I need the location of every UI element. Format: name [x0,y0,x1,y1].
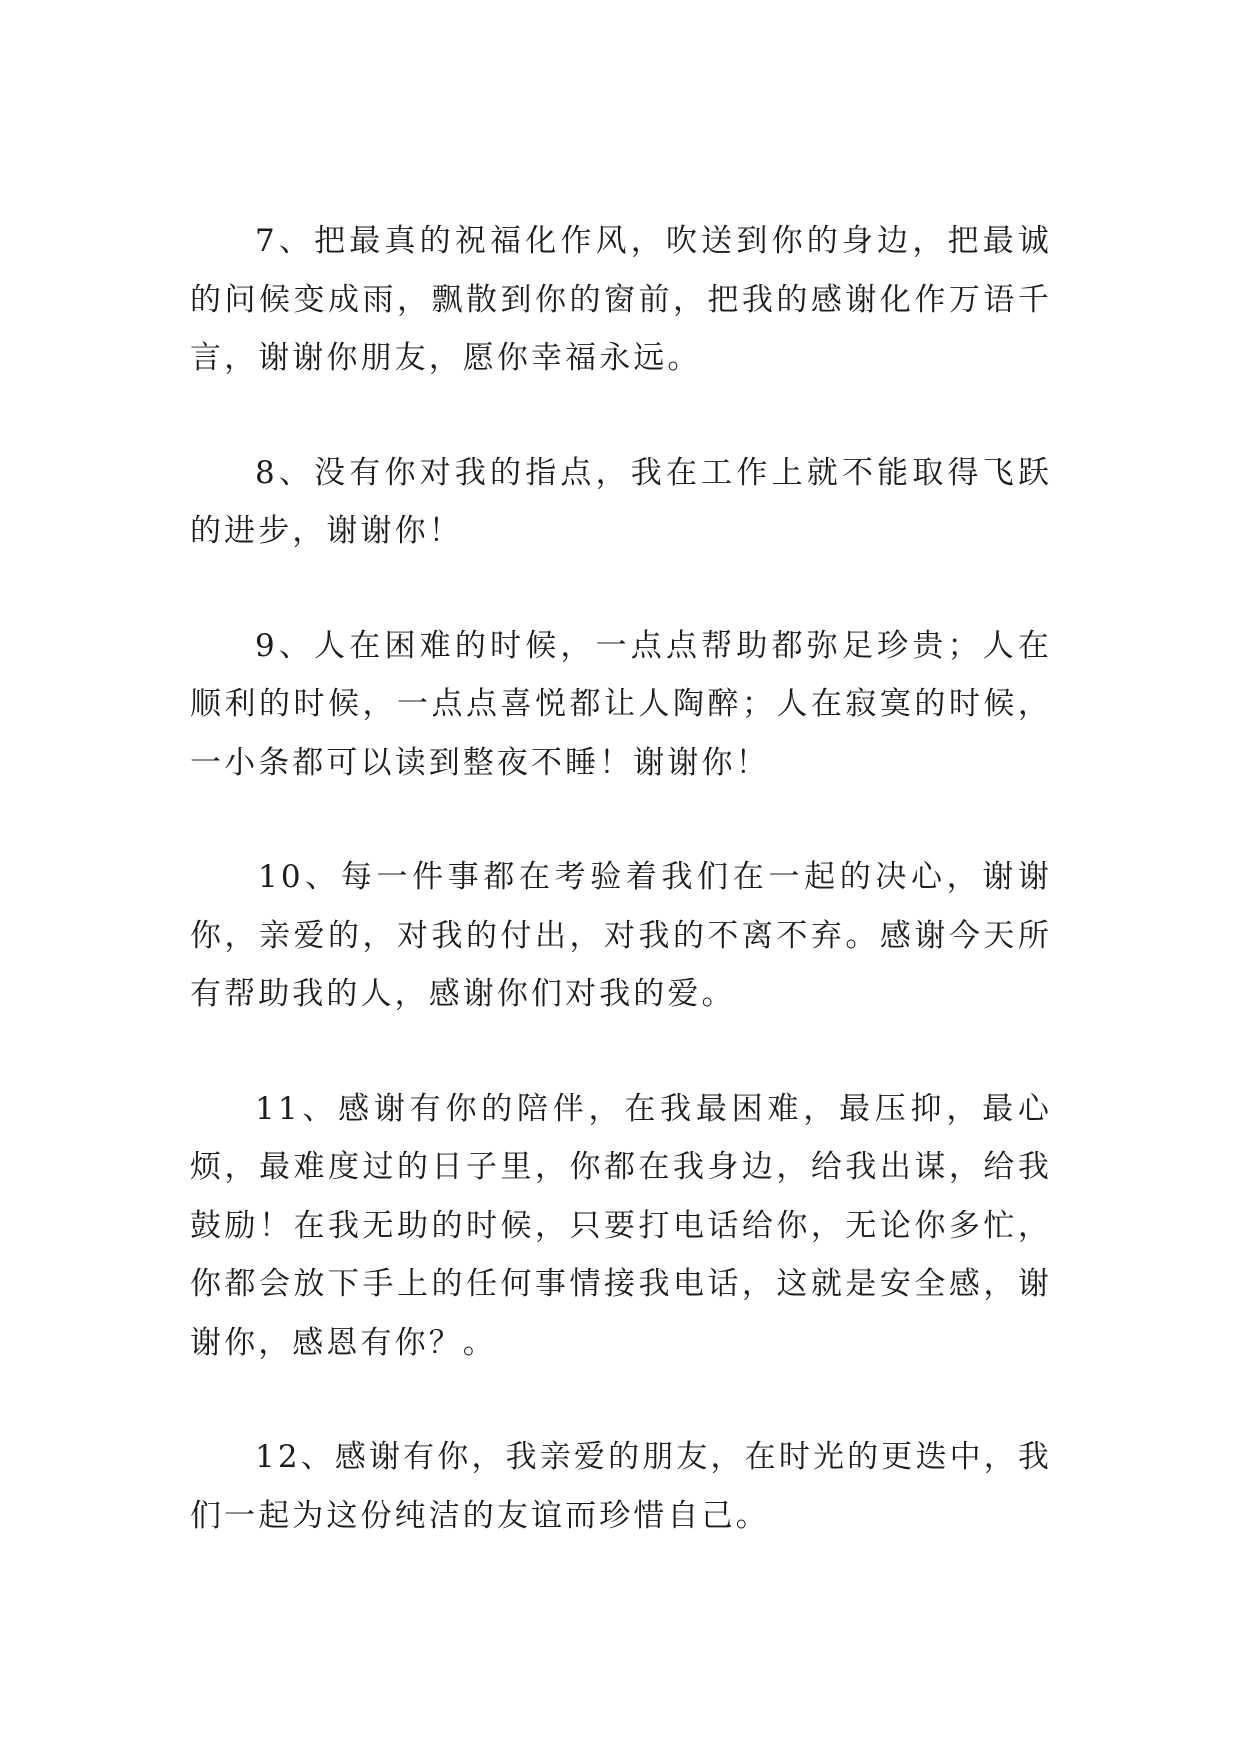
paragraph-8: 8、没有你对我的指点，我在工作上就不能取得飞跃的进步，谢谢你！ [190,454,1052,549]
paragraph-11: 11、感谢有你的陪伴，在我最困难，最压抑，最心烦，最难度过的日子里，你都在我身边，给我出谋，给我鼓励！在我无助的时候，只要打电话给你，无论你多忙，你都会放下手上的任何事情接我电话，这就是安全感，谢谢你，感恩有你？。 [190,1090,1052,1361]
paragraph-9: 9、人在困难的时候，一点点帮助都弥足珍贵；人在顺利的时候，一点点喜悦都让人陶醉；人在寂寞的时候，一小条都可以读到整夜不睡！谢谢你！ [190,627,1052,781]
paragraph-7: 7、把最真的祝福化作风，吹送到你的身边，把最诚的问候变成雨，飘散到你的窗前，把我的感谢化作万语千言，谢谢你朋友，愿你幸福永远。 [190,223,1052,376]
document-body [190,212,1052,1601]
paragraph-10: 10、每一件事都在考验着我们在一起的决心，谢谢你，亲爱的，对我的付出，对我的不离不弃。感谢今天所有帮助我的人，感谢你们对我的爱。 [190,859,1052,1012]
paragraph-12: 12、感谢有你，我亲爱的朋友，在时光的更迭中，我们一起为这份纯洁的友谊而珍惜自己。 [190,1439,1052,1534]
